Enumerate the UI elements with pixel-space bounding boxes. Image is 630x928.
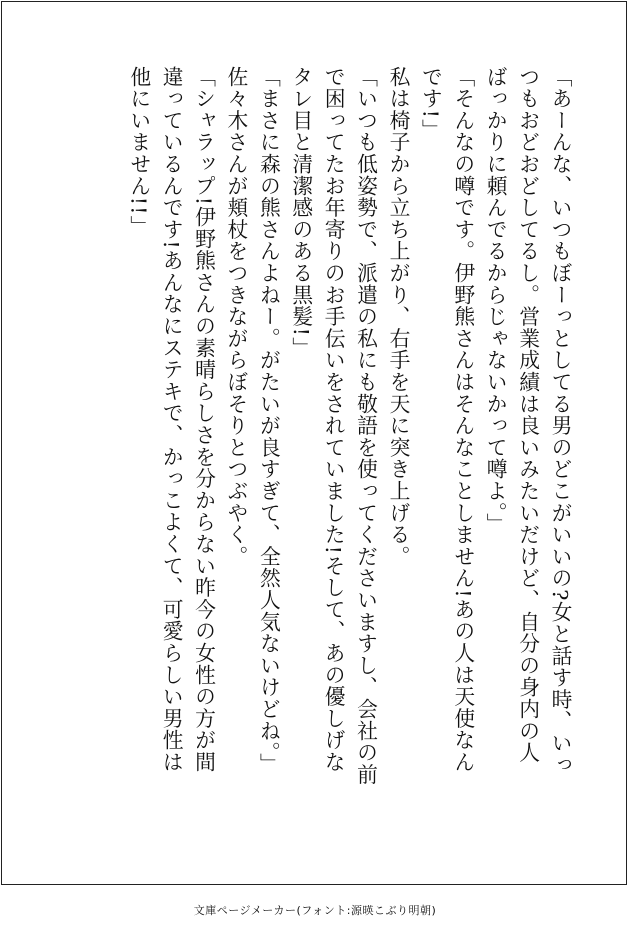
text-line-11: 佐々木さんが頬杖をつきながらぼそりとつぶやく。: [223, 66, 248, 568]
text-line-14: 他にいません!!」: [126, 66, 151, 238]
text-line-2: つもおどおどしてるし。営業成績は良いみたいだけど、自分の身内の人: [515, 66, 540, 764]
text-line-5: です!」: [418, 66, 443, 141]
text-line-3: ばっかりに頼んでるからじゃないかって噂よ。」: [483, 66, 508, 536]
text-line-13: 違っているんです!あんなにステキで、かっこよくて、可愛らしい男性は: [159, 66, 184, 773]
footer-caption: 文庫ページメーカー(フォント:源暎こぶり明朝): [193, 904, 437, 917]
text-line-12: 「シャラップ!伊野熊さんの素晴らしさを分からない昨今の女性の方が間: [191, 66, 216, 773]
text-line-1: 「あーんな、いつもぼーっとしてる男のどこがいいの?女と話す時、いっ: [548, 66, 572, 776]
text-line-4: 「そんなの噂です。伊野熊さんはそんなことしません!あの人は天使なん: [450, 66, 475, 773]
text-line-7: 「いつも低姿勢で、派遣の私にも敬語を使ってくださいますし、会社の前: [353, 66, 378, 786]
text-line-10: 「まさに森の熊さんよねー。がたいが良すぎて、全然人気ないけどね。」: [256, 66, 281, 775]
text-line-6: 私は椅子から立ち上がり、右手を天に突き上げる。: [385, 66, 410, 568]
novel-text-body: [122, 66, 576, 822]
text-line-8: で困ってたお年寄りのお手伝いをされていました!そして、あの優しげな: [321, 66, 346, 773]
text-line-9: タレ目と清潔感のある黒髪!」: [288, 66, 313, 359]
